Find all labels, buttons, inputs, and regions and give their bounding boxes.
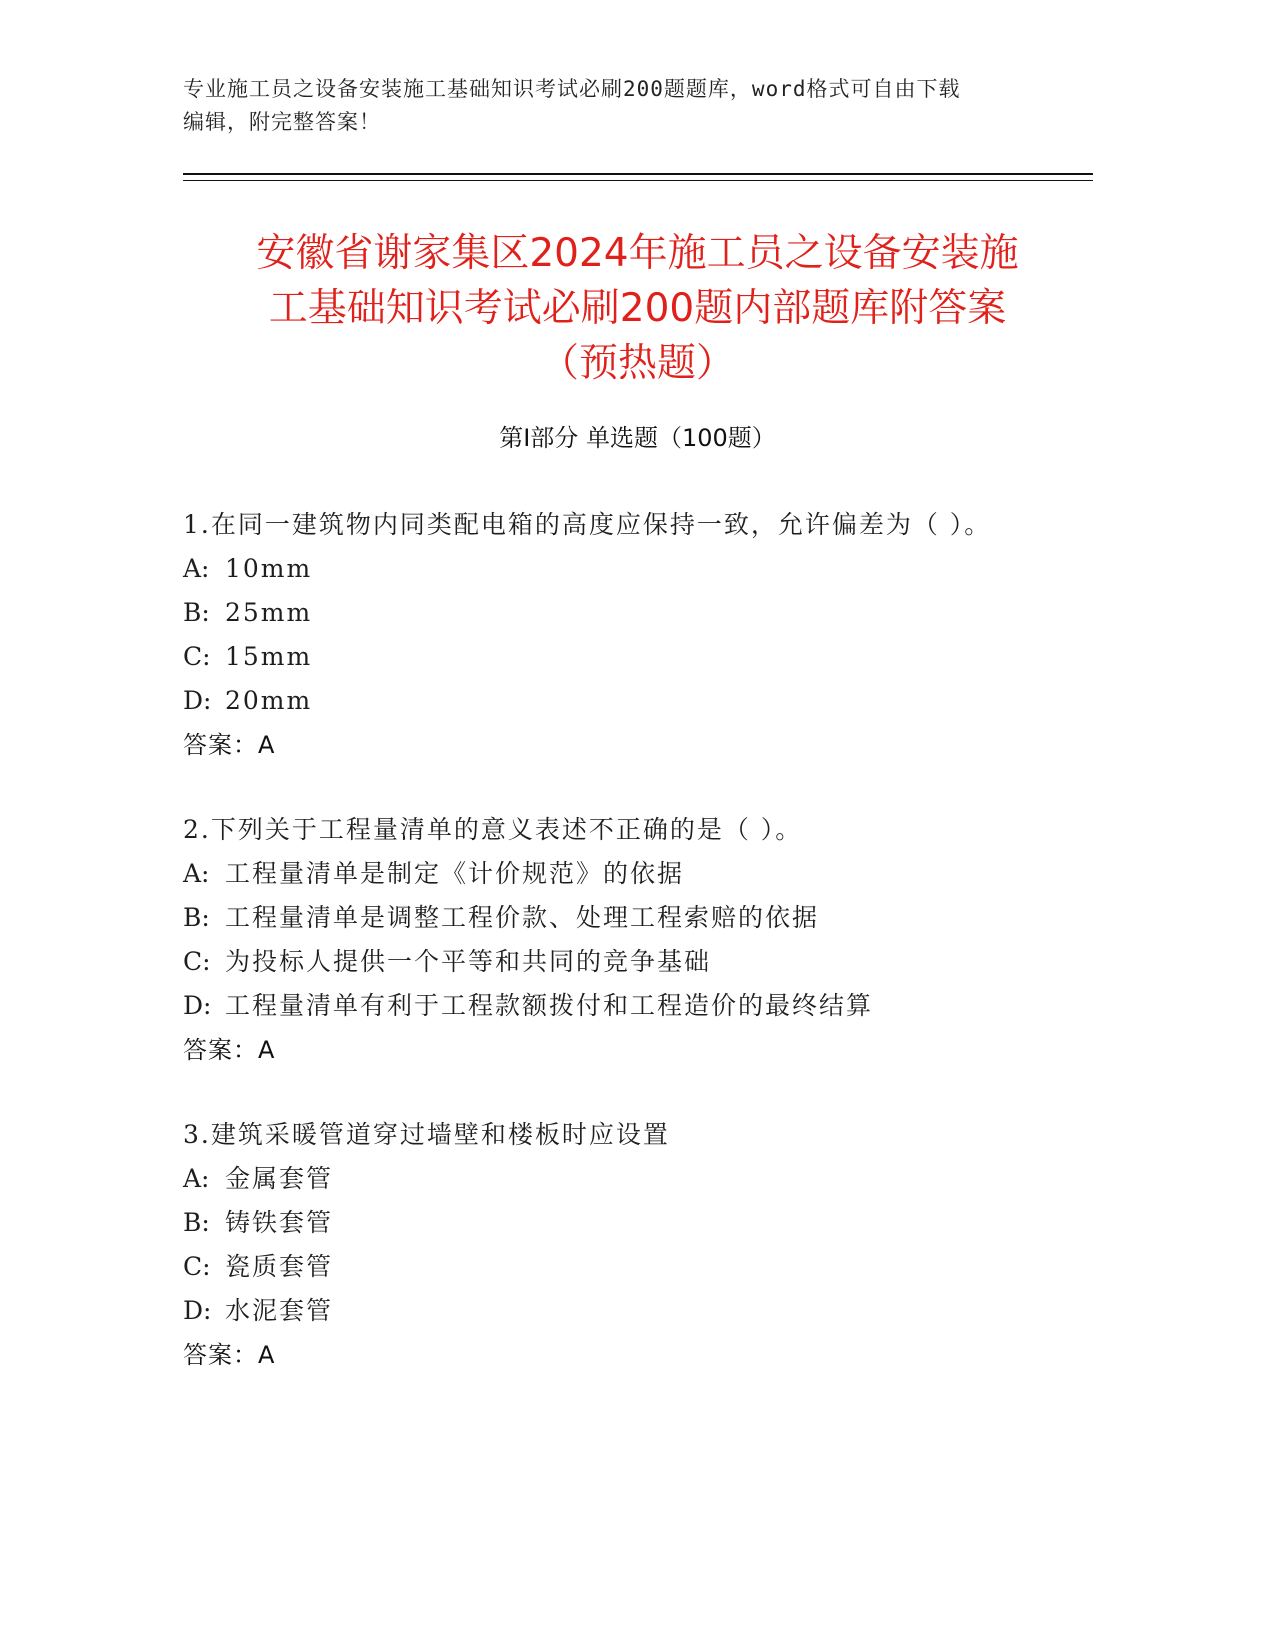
section-heading: 第Ⅰ部分 单选题（100题） — [499, 424, 776, 452]
option-a — [183, 1157, 1103, 1201]
header-note-line-2: 编辑，附完整答案！ — [183, 110, 381, 134]
option-key: C: — [183, 1252, 211, 1281]
option-a — [183, 547, 1103, 591]
option-d — [183, 1289, 1103, 1333]
answer-value: A — [258, 1341, 275, 1369]
document-title-line-2: 工基础知识考试必刷200题内部题库附答案 — [268, 286, 1007, 331]
option-key: C: — [183, 642, 211, 671]
option-text: 工程量清单是制定《计价规范》的依据 — [225, 859, 685, 888]
option-text: 铸铁套管 — [225, 1208, 334, 1237]
question-2 — [183, 808, 1103, 1072]
answer-value: A — [258, 1036, 275, 1064]
option-text: 工程量清单是调整工程价款、处理工程索赔的依据 — [225, 903, 820, 932]
header-divider-thick — [183, 173, 1093, 175]
document-title — [150, 226, 1125, 391]
option-text: 工程量清单有利于工程款额拨付和工程造价的最终结算 — [225, 991, 874, 1020]
option-b — [183, 896, 1103, 940]
option-b — [183, 1201, 1103, 1245]
option-d — [183, 679, 1103, 723]
option-text: 水泥套管 — [225, 1296, 334, 1325]
answer-label: 答案： — [183, 1341, 258, 1369]
option-text: 20mm — [225, 686, 313, 715]
option-key: B: — [183, 903, 210, 932]
option-key: B: — [183, 1208, 210, 1237]
header-note — [183, 73, 1083, 139]
answer-line — [183, 723, 1103, 767]
header-divider-thin — [183, 180, 1093, 181]
answer-line — [183, 1333, 1103, 1377]
option-a — [183, 852, 1103, 896]
question-stem: 3.建筑采暖管道穿过墙壁和楼板时应设置 — [183, 1120, 670, 1149]
header-note-line-1: 专业施工员之设备安装施工基础知识考试必刷200题题库，word格式可自由下载 — [183, 77, 961, 101]
option-key: A: — [183, 554, 210, 583]
option-text: 金属套管 — [225, 1164, 334, 1193]
option-c — [183, 940, 1103, 984]
option-key: D: — [183, 1296, 212, 1325]
option-c — [183, 635, 1103, 679]
option-key: C: — [183, 947, 211, 976]
answer-line — [183, 1028, 1103, 1072]
option-text: 15mm — [225, 642, 313, 671]
answer-label: 答案： — [183, 1036, 258, 1064]
question-stem: 1.在同一建筑物内同类配电箱的高度应保持一致，允许偏差为（ ）。 — [183, 510, 992, 539]
document-title-line-3: （预热题） — [539, 341, 735, 386]
document-title-line-1: 安徽省谢家集区2024年施工员之设备安装施 — [256, 231, 1019, 276]
answer-value: A — [258, 731, 275, 759]
question-1 — [183, 503, 1103, 767]
option-text: 10mm — [225, 554, 313, 583]
option-key: B: — [183, 598, 210, 627]
option-text: 25mm — [225, 598, 313, 627]
answer-label: 答案： — [183, 731, 258, 759]
option-key: D: — [183, 686, 212, 715]
option-key: D: — [183, 991, 212, 1020]
option-text: 为投标人提供一个平等和共同的竞争基础 — [225, 947, 712, 976]
option-text: 瓷质套管 — [225, 1252, 334, 1281]
option-c — [183, 1245, 1103, 1289]
question-stem: 2.下列关于工程量清单的意义表述不正确的是（ ）。 — [183, 815, 803, 844]
question-3 — [183, 1113, 1103, 1377]
option-b — [183, 591, 1103, 635]
option-d — [183, 984, 1103, 1028]
option-key: A: — [183, 1164, 210, 1193]
option-key: A: — [183, 859, 210, 888]
